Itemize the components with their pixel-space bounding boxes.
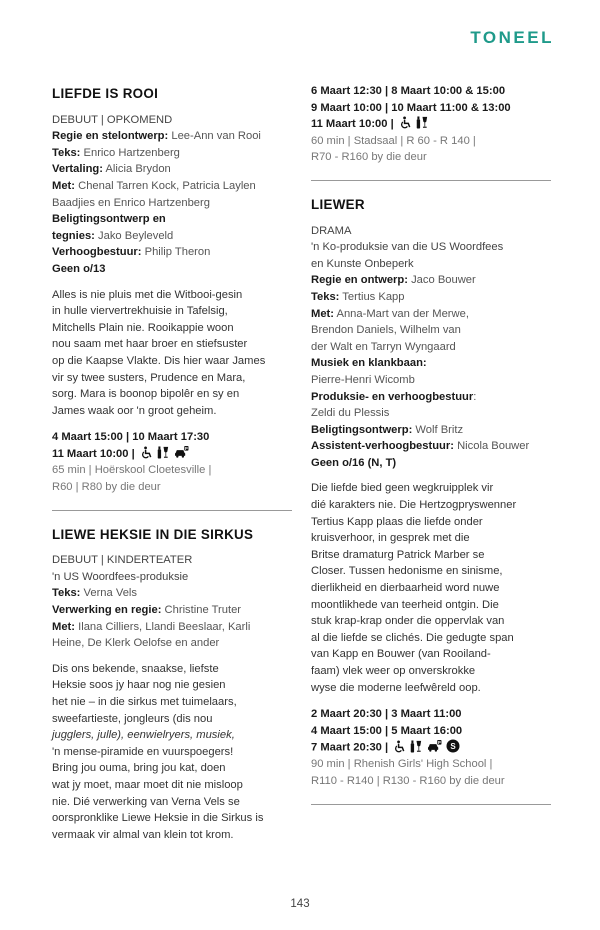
wheelchair-icon bbox=[140, 446, 153, 459]
credit-line: Teks: Enrico Hartzenberg bbox=[52, 146, 180, 159]
divider bbox=[52, 510, 292, 511]
credit-line: Zeldi du Plessis bbox=[311, 407, 390, 420]
credit-line: Produksie- en verhoogbestuur: bbox=[311, 390, 477, 403]
credits-liewer bbox=[311, 272, 551, 455]
performance-dates: 4 Maart 15:00 | 10 Maart 17:30 11 Maart 10:00 | P bbox=[52, 431, 210, 460]
production-note: en Kunste Onbeperk bbox=[311, 257, 414, 270]
venue-price: R70 - R160 by die deur bbox=[311, 151, 427, 164]
venue-price: R60 | R80 by die deur bbox=[52, 481, 161, 494]
credit-line: Baadjies en Enrico Hartzenberg bbox=[52, 196, 210, 209]
credit-line: Teks: Verna Vels bbox=[52, 587, 138, 600]
show-type: DRAMA bbox=[311, 224, 352, 237]
performance-dates: 2 Maart 20:30 | 3 Maart 11:00 4 Maart 15:00 | 5 Maart 16:00 7 Maart 20:30 | P S bbox=[311, 708, 463, 754]
credit-line: Verwerking en regie: Christine Truter bbox=[52, 604, 242, 617]
venue-price: 65 min | Hoërskool Cloetesville | bbox=[52, 464, 212, 477]
description-liewer: Die liefde bied geen wegkruipplek vir dié karakters nie. Die Hertzogpryswenner Tertius Kapp plaas die liefde onder kruisverhoor, in gesprek met die Britse dramaturg Patrick Marber se Closer. Tussen hedonisme en sinisme, dierlikheid en dierbaarheid word nuwe moontlikhede van teerheid ontgin. Die stuk krap-krap onder die oppervlak van al die liefde se clichés. Die gedugte span van Kapp en Bouwer (van Rooiland- faam) vlek weer op onverskrokke wyse die moderne leefwêreld oop. bbox=[311, 482, 517, 694]
credits-heksie bbox=[52, 585, 292, 651]
venue-price: R110 - R140 | R130 - R160 by die deur bbox=[311, 775, 505, 788]
credit-line: Beligtingsontwerp: Wolf Britz bbox=[311, 423, 464, 436]
credits-liefde bbox=[52, 128, 292, 261]
wheelchair-icon bbox=[393, 740, 406, 753]
age-restriction: Geen o/16 (N, T) bbox=[311, 456, 397, 469]
production-note: 'n Ko-produksie van die US Woordfees bbox=[311, 241, 504, 254]
credit-line: Verhoogbestuur: Philip Theron bbox=[52, 246, 211, 259]
wine-icon bbox=[410, 740, 423, 753]
production-note: 'n US Woordfees-produksie bbox=[52, 570, 189, 583]
parking-icon bbox=[427, 740, 442, 753]
svg-text:S: S bbox=[450, 742, 456, 752]
credit-line: Regie en stelontwerp: Lee-Ann van Rooi bbox=[52, 130, 261, 143]
divider bbox=[311, 180, 551, 181]
wheelchair-icon bbox=[399, 116, 412, 129]
performance-dates: 6 Maart 12:30 | 8 Maart 10:00 & 15:00 9 Maart 10:00 | 10 Maart 11:00 & 13:00 11 Maart 10:00 | bbox=[311, 85, 511, 131]
credit-line: tegnies: Jako Beyleveld bbox=[52, 229, 174, 242]
show-type: DEBUUT | KINDERTEATER bbox=[52, 554, 193, 567]
credit-line: Assistent-verhoogbestuur: Nicola Bouwer bbox=[311, 440, 530, 453]
left-column bbox=[52, 86, 292, 843]
credit-line: Met: Ilana Cilliers, Llandi Beeslaar, Karli bbox=[52, 620, 251, 633]
svg-text:P: P bbox=[438, 739, 442, 745]
divider bbox=[311, 804, 551, 805]
parking-icon bbox=[174, 446, 189, 459]
credit-line: Met: Chenal Tarren Kock, Patricia Laylen bbox=[52, 179, 256, 192]
show-title-liefde: LIEFDE IS ROOI bbox=[52, 86, 159, 101]
show-type: DEBUUT | OPKOMEND bbox=[52, 113, 173, 126]
credit-line: Pierre-Henri Wicomb bbox=[311, 373, 415, 386]
page-number: 143 bbox=[290, 898, 310, 910]
credit-line: Teks: Tertius Kapp bbox=[311, 290, 405, 303]
venue-price: 60 min | Stadsaal | R 60 - R 140 | bbox=[311, 134, 476, 147]
venue-price: 90 min | Rhenish Girls' High School | bbox=[311, 758, 493, 771]
credit-line: Brendon Daniels, Wilhelm van bbox=[311, 324, 461, 337]
credit-line: Beligtingsontwerp en bbox=[52, 213, 166, 226]
credit-line: Vertaling: Alicia Brydon bbox=[52, 163, 171, 176]
credit-line: Heine, De Klerk Oelofse en ander bbox=[52, 637, 220, 650]
age-restriction: Geen o/13 bbox=[52, 262, 106, 275]
right-column bbox=[311, 86, 551, 821]
show-title-heksie: LIEWE HEKSIE IN DIE SIRKUS bbox=[52, 526, 254, 542]
credit-line: Met: Anna-Mart van der Merwe, bbox=[311, 307, 469, 320]
credit-line: der Walt en Tarryn Wyngaard bbox=[311, 340, 456, 353]
description-heksie: Dis ons bekende, snaakse, liefste Heksie soos jy haar nog nie gesien het nie – in die sirkus met tuimelaars, sweefartieste, jongleurs (dis nou jugglers, julle), eenwielryers, musiek, 'n mense-piramide en vuurspoegers! Bring jou ouma, bring jou kat, doen wat jy moet, maar moet dit nie misloop nie. Dié verwerking van Verna Vels se oorspronklike Liewe Heksie in die Sirkus is vermaak vir almal van klein tot krom. bbox=[52, 662, 264, 841]
wine-icon bbox=[416, 116, 429, 129]
credit-line: Musiek en klankbaan: bbox=[311, 357, 427, 370]
description-liefde: Alles is nie pluis met die Witbooi-gesin in hulle viervertrekhuisie in Tafelsig, Mitchells Plain nie. Rooikappie woon nou saam met haar broer en stiefsuster op die Kaapse Vlakte. Dis hier waar James vir sy twee susters, Prudence en Mara, sorg. Mara is boonop bipolêr en sy en James waak oor 'n groot geheim. bbox=[52, 288, 266, 417]
credit-line: Regie en ontwerp: Jaco Bouwer bbox=[311, 274, 476, 287]
show-title-liewer: LIEWER bbox=[311, 196, 365, 212]
svg-text:P: P bbox=[184, 445, 188, 451]
sign-language-icon bbox=[446, 739, 460, 753]
section-label: TONEEL bbox=[470, 28, 554, 47]
wine-icon bbox=[157, 446, 170, 459]
